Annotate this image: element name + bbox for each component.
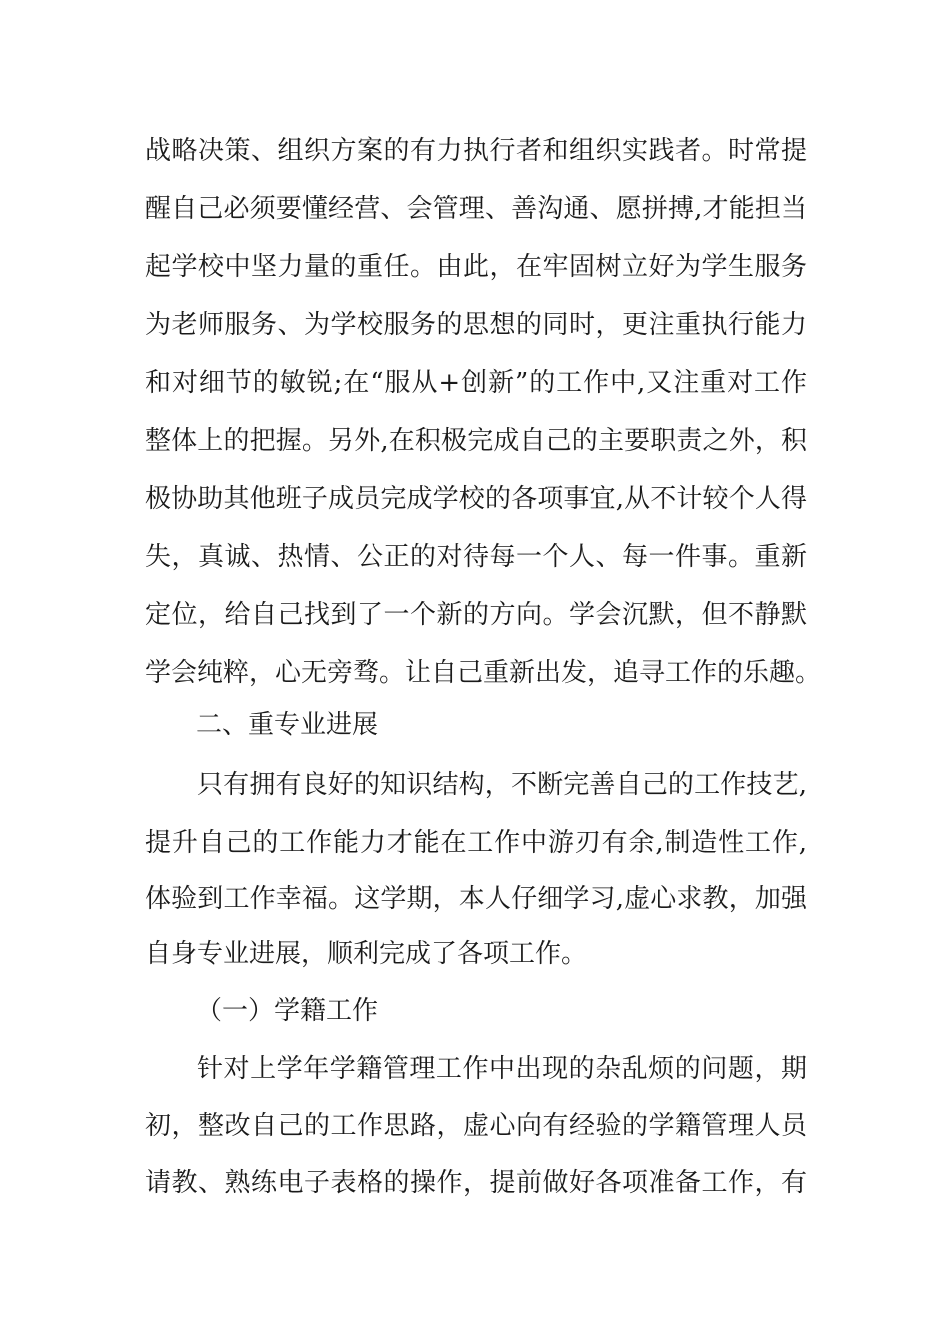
text-line: 提升自己的工作能力才能在工作中游刃有余,制造性工作,: [145, 828, 807, 858]
paragraph-first-line: 只有拥有良好的知识结构，不断完善自己的工作技艺,: [197, 770, 807, 800]
text-line: 极协助其他班子成员完成学校的各项事宜,从不计较个人得: [145, 484, 807, 514]
text-line: 和对细节的敏锐;在“服从+创新”的工作中,又注重对工作: [145, 368, 807, 398]
text-line: 自身专业进展，顺利完成了各项工作。: [145, 939, 588, 969]
section-heading: 二、重专业进展: [196, 710, 379, 740]
text-line: 体验到工作幸福。这学期，本人仔细学习,虚心求教，加强: [145, 884, 807, 914]
text-line: 醒自己必须要懂经营、会管理、善沟通、愿拼搏,才能担当: [145, 194, 807, 224]
text-line: 请教、熟练电子表格的操作，提前做好各项准备工作，有: [145, 1168, 807, 1198]
paragraph-first-line: 针对上学年学籍管理工作中出现的杂乱烦的问题，期: [197, 1054, 807, 1084]
text-line: 整体上的把握。另外,在积极完成自己的主要职责之外，积: [145, 426, 807, 456]
text-line: 战略决策、组织方案的有力执行者和组织实践者。时常提: [145, 136, 807, 166]
text-line: 失，真诚、热情、公正的对待每一个人、每一件事。重新: [145, 542, 807, 572]
text-line: 学会纯粹，心无旁骛。让自己重新出发，追寻工作的乐趣。: [145, 658, 822, 688]
subsection-heading: （一）学籍工作: [196, 996, 379, 1026]
text-line: 初，整改自己的工作思路，虚心向有经验的学籍管理人员: [145, 1111, 807, 1141]
text-line: 为老师服务、为学校服务的思想的同时，更注重执行能力: [145, 310, 807, 340]
text-line: 定位，给自己找到了一个新的方向。学会沉默，但不静默: [145, 600, 807, 630]
text-line: 起学校中坚力量的重任。由此，在牢固树立好为学生服务: [145, 252, 807, 282]
